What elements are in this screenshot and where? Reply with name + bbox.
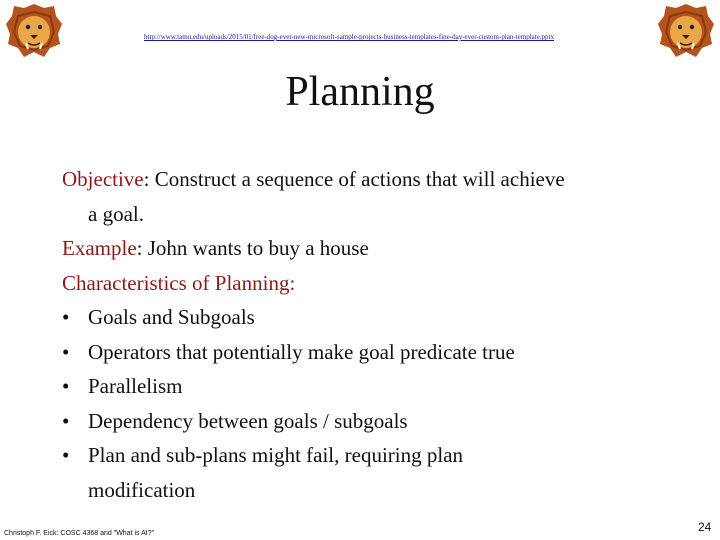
bullet-text: Plan and sub-plans might fail, requiring plan modification [88,443,464,502]
bullet-marker: • [62,443,70,467]
bullet-marker: • [62,339,70,364]
objective-line [62,162,662,197]
bullet-item [62,438,662,507]
bullet-text: Dependency between goals / subgoals [88,408,408,433]
bullet-text: Parallelism [88,374,183,398]
example-label: Example [62,236,137,260]
example-line [62,231,662,266]
example-text: : John wants to buy a house [136,236,369,260]
footer-credit: Christoph F. Eick: COSC 4368 and "What is AI?" [4,530,155,537]
bullet-marker: • [62,374,70,398]
bullet-text: Goals and Subgoals [88,305,255,329]
lion-logo-icon [656,2,716,60]
characteristics-heading: Characteristics of Planning: [62,270,296,295]
lion-logo-icon [4,2,64,60]
slide-body [62,162,662,507]
page-number: 24 [698,520,712,534]
bullet-item [62,335,662,370]
bullet-text: Operators that potentially make goal predicate true [88,339,515,364]
bullet-marker: • [62,408,70,433]
bullet-marker: • [62,305,70,329]
source-url-link[interactable]: http://www.tamu.edu/uploads/2015/01/free-dog-ever-new-microsoft-sample-projects-business-templates-fine-day-ever-custom-plan-template.pptx [144,33,554,41]
objective-label: Objective [62,167,144,191]
objective-text: : Construct a sequence of actions that will achieve [143,167,565,191]
bullet-item [62,404,662,439]
bullet-item [62,300,662,335]
slide-title: Planning [285,69,435,115]
objective-continuation: a goal. [88,201,144,226]
bullet-item [62,369,662,404]
